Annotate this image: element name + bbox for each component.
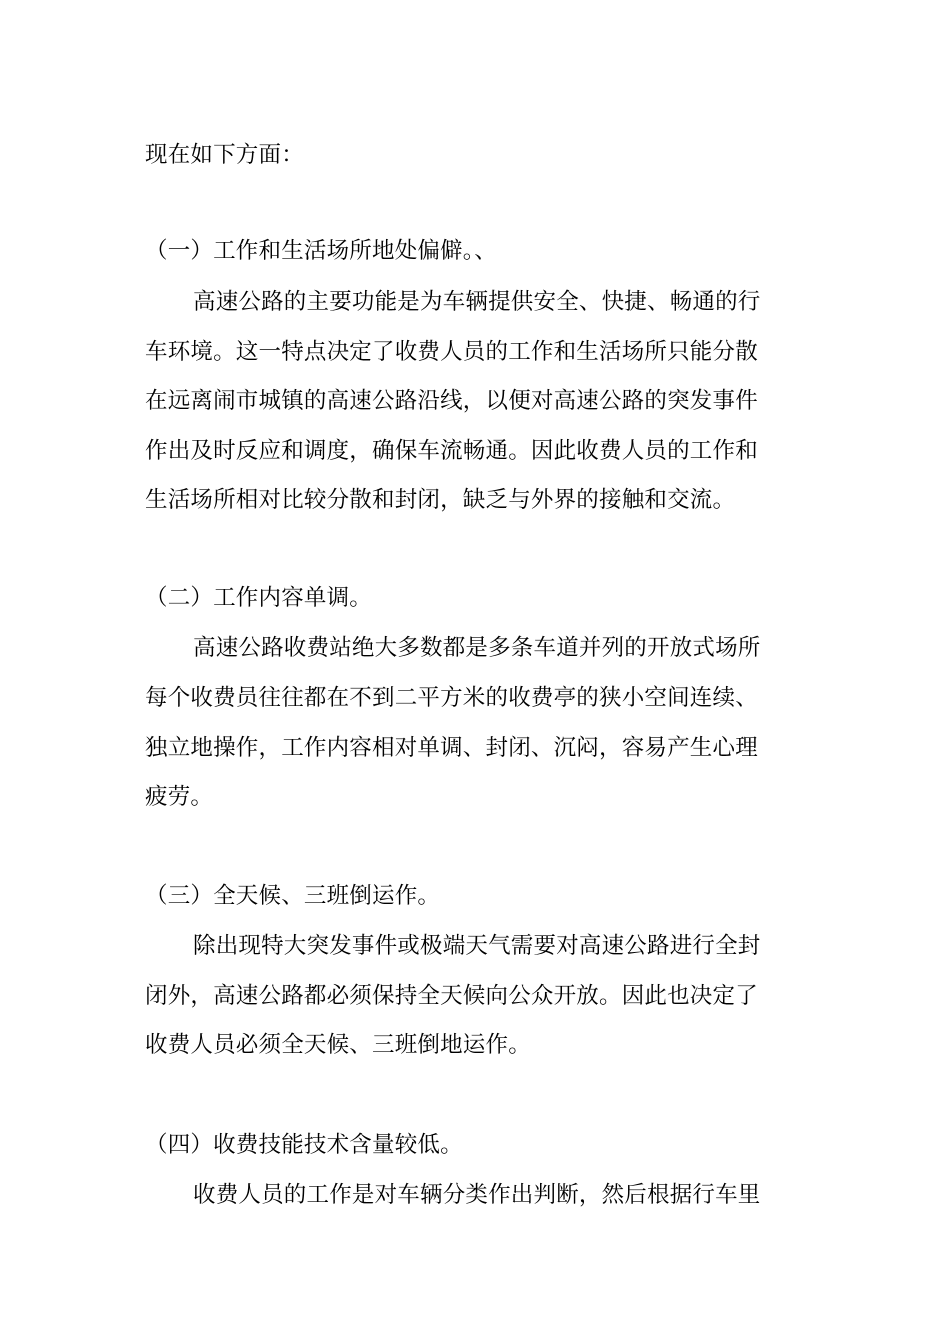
- section-heading-2: （二）工作内容单调。: [145, 585, 373, 611]
- section-heading-3: （三）全天候、三班倒运作。: [145, 883, 441, 909]
- paragraph-line: 除出现特大突发事件或极端天气需要对高速公路进行全封: [193, 933, 761, 959]
- paragraph-line: 独立地操作，工作内容相对单调、封闭、沉闷，容易产生心理: [145, 735, 758, 761]
- section-heading-4: （四）收费技能技术含量较低。: [145, 1132, 463, 1158]
- paragraph-line: 高速公路收费站绝大多数都是多条车道并列的开放式场所: [193, 635, 761, 661]
- paragraph-line: 闭外，高速公路都必须保持全天候向公众开放。因此也决定了: [145, 983, 758, 1009]
- paragraph-line: 车环境。这一特点决定了收费人员的工作和生活场所只能分散: [145, 339, 758, 365]
- section-heading-1: （一）工作和生活场所地处偏僻。、: [145, 238, 497, 264]
- paragraph-line: 生活场所相对比较分散和封闭，缺乏与外界的接触和交流。: [145, 487, 736, 513]
- paragraph-line: 每个收费员往往都在不到二平方米的收费亭的狭小空间连续、: [145, 685, 758, 711]
- paragraph-line: 疲劳。: [145, 784, 214, 810]
- paragraph-line: 收费人员的工作是对车辆分类作出判断，然后根据行车里: [193, 1182, 761, 1208]
- intro-line: 现在如下方面：: [145, 142, 304, 168]
- paragraph-line: 作出及时反应和调度，确保车流畅通。因此收费人员的工作和: [145, 438, 758, 464]
- paragraph-line: 高速公路的主要功能是为车辆提供安全、快捷、畅通的行: [193, 289, 761, 315]
- paragraph-line: 收费人员必须全天候、三班倒地运作。: [145, 1032, 531, 1058]
- paragraph-line: 在远离闹市城镇的高速公路沿线，以便对高速公路的突发事件: [145, 388, 758, 414]
